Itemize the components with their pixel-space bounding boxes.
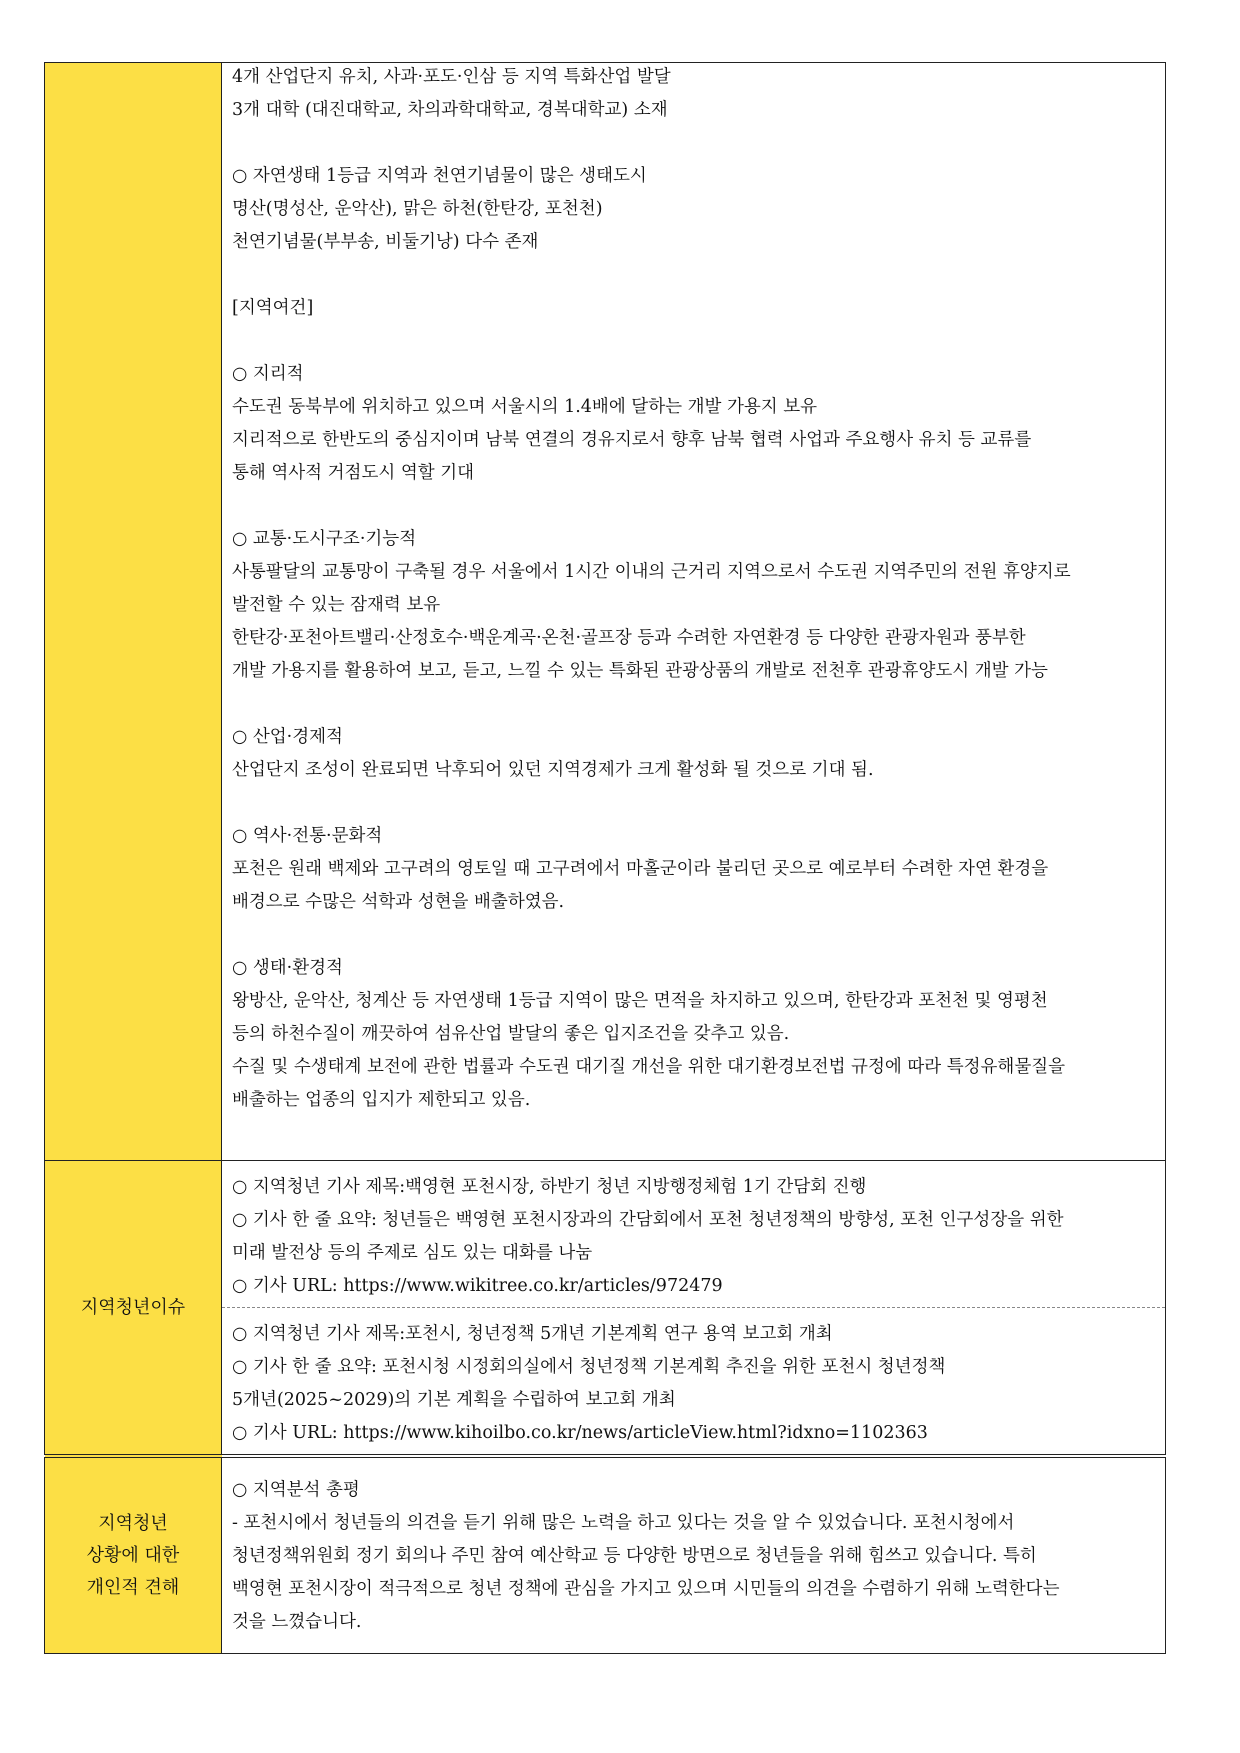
region-line: ○ 교통·도시구조·기능적 bbox=[232, 529, 417, 549]
article-summary: ○ 기사 한 줄 요약: 청년들은 백영현 포천시장과의 간담회에서 포천 청년정책의 방향성, 포천 인구성장을 위한 bbox=[232, 1210, 1064, 1230]
personal-opinion-row bbox=[45, 1456, 1166, 1654]
region-line: 통해 역사적 거점도시 역할 기대 bbox=[232, 463, 475, 483]
blank-line bbox=[232, 787, 1155, 820]
region-line: 한탄강·포천아트밸리·산정호수·백운계곡·온천·골프장 등과 수려한 자연환경 등 다양한 관광자원과 풍부한 bbox=[232, 628, 1026, 648]
region-line: 개발 가용지를 활용하여 보고, 듣고, 느낄 수 있는 특화된 관광상품의 개발로 전천후 관광휴양도시 개발 가능 bbox=[232, 661, 1048, 681]
region-line: 명산(명성산, 운악산), 맑은 하천(한탄강, 포천천) bbox=[232, 199, 603, 219]
blank-line bbox=[232, 325, 1155, 358]
article-block-1 bbox=[222, 1161, 1165, 1307]
article-title: ○ 지역청년 기사 제목:포천시, 청년정책 5개년 기본계획 연구 용역 보고회 개최 bbox=[232, 1324, 833, 1344]
region-line: ○ 산업·경제적 bbox=[232, 727, 343, 747]
youth-issue-content bbox=[222, 1161, 1166, 1457]
region-line: 3개 대학 (대진대학교, 차의과학대학교, 경복대학교) 소재 bbox=[232, 100, 668, 120]
region-line: 지리적으로 한반도의 중심지이며 남북 연결의 경유지로서 향후 남북 협력 사업과 주요행사 유치 등 교류를 bbox=[232, 430, 1032, 450]
opinion-line: - 포천시에서 청년들의 의견을 듣기 위해 많은 노력을 하고 있다는 것을 알 수 있었습니다. 포천시청에서 bbox=[232, 1513, 1015, 1533]
opinion-line: 청년정책위원회 정기 회의나 주민 참여 예산학교 등 다양한 방면으로 청년들을 위해 힘쓰고 있습니다. 특히 bbox=[232, 1546, 1037, 1566]
region-line: 4개 산업단지 유치, 사과·포도·인삼 등 지역 특화산업 발달 bbox=[232, 67, 671, 87]
opinion-line: 것을 느꼈습니다. bbox=[232, 1612, 362, 1632]
region-line: 수질 및 수생태계 보전에 관한 법률과 수도권 대기질 개선을 위한 대기환경보전법 규정에 따라 특정유해물질을 bbox=[232, 1057, 1066, 1077]
blank-line bbox=[232, 490, 1155, 523]
label-line: 개인적 견해 bbox=[86, 1576, 180, 1598]
region-line: ○ 자연생태 1등급 지역과 천연기념물이 많은 생태도시 bbox=[232, 166, 647, 186]
region-line: 포천은 원래 백제와 고구려의 영토일 때 고구려에서 마홀군이라 불리던 곳으로 예로부터 수려한 자연 환경을 bbox=[232, 859, 1049, 879]
opinion-line: ○ 지역분석 총평 bbox=[232, 1480, 360, 1500]
blank-line bbox=[232, 127, 1155, 160]
personal-opinion-lines bbox=[232, 1474, 1155, 1639]
article-title: ○ 지역청년 기사 제목:백영현 포천시장, 하반기 청년 지방행정체험 1기 간담회 진행 bbox=[232, 1177, 867, 1197]
region-conditions-label-cell bbox=[45, 63, 222, 1161]
region-line: ○ 지리적 bbox=[232, 364, 304, 384]
region-line: 배출하는 업종의 입지가 제한되고 있음. bbox=[232, 1090, 531, 1110]
region-line: 배경으로 수많은 석학과 성현을 배출하였음. bbox=[232, 892, 565, 912]
youth-issue-row bbox=[45, 1161, 1166, 1457]
region-line: ○ 생태·환경적 bbox=[232, 958, 343, 978]
region-line: 수도권 동북부에 위치하고 있으며 서울시의 1.4배에 달하는 개발 가용지 보유 bbox=[232, 397, 818, 417]
region-conditions-lines bbox=[232, 61, 1155, 1117]
label-line: 상황에 대한 bbox=[86, 1544, 180, 1566]
region-conditions-content bbox=[222, 63, 1166, 1161]
region-line: 사통팔달의 교통망이 구축될 경우 서울에서 1시간 이내의 근거리 지역으로서 수도권 지역주민의 전원 휴양지로 bbox=[232, 562, 1071, 582]
report-table bbox=[44, 62, 1166, 1654]
article-summary-cont: 미래 발전상 등의 주제로 심도 있는 대화를 나눔 bbox=[232, 1243, 593, 1263]
article-url: ○ 기사 URL: https://www.wikitree.co.kr/articles/972479 bbox=[232, 1276, 723, 1296]
blank-line bbox=[232, 259, 1155, 292]
region-line: 발전할 수 있는 잠재력 보유 bbox=[232, 595, 441, 615]
region-line: ○ 역사·전통·문화적 bbox=[232, 826, 383, 846]
region-line: [지역여건] bbox=[232, 298, 314, 318]
blank-line bbox=[232, 919, 1155, 952]
article-summary-cont: 5개년(2025~2029)의 기본 계획을 수립하여 보고회 개최 bbox=[232, 1390, 676, 1410]
region-conditions-row bbox=[45, 63, 1166, 1161]
region-line: 왕방산, 운악산, 청계산 등 자연생태 1등급 지역이 많은 면적을 차지하고 있으며, 한탄강과 포천천 및 영평천 bbox=[232, 991, 1048, 1011]
youth-issue-label: 지역청년이슈 bbox=[45, 1161, 222, 1457]
personal-opinion-label bbox=[45, 1456, 222, 1654]
label-line: 지역청년 bbox=[98, 1512, 168, 1534]
article-url: ○ 기사 URL: https://www.kihoilbo.co.kr/news/articleView.html?idxno=1102363 bbox=[232, 1423, 928, 1443]
region-line: 등의 하천수질이 깨끗하여 섬유산업 발달의 좋은 입지조건을 갖추고 있음. bbox=[232, 1024, 790, 1044]
article-summary: ○ 기사 한 줄 요약: 포천시청 시정회의실에서 청년정책 기본계획 추진을 위한 포천시 청년정책 bbox=[232, 1357, 946, 1377]
region-line: 천연기념물(부부송, 비둘기낭) 다수 존재 bbox=[232, 232, 539, 252]
article-block-2 bbox=[222, 1307, 1165, 1454]
blank-line bbox=[232, 688, 1155, 721]
region-line: 산업단지 조성이 완료되면 낙후되어 있던 지역경제가 크게 활성화 될 것으로 기대 됨. bbox=[232, 760, 874, 780]
opinion-line: 백영현 포천시장이 적극적으로 청년 정책에 관심을 가지고 있으며 시민들의 의견을 수렴하기 위해 노력한다는 bbox=[232, 1579, 1060, 1599]
personal-opinion-content bbox=[222, 1456, 1166, 1654]
